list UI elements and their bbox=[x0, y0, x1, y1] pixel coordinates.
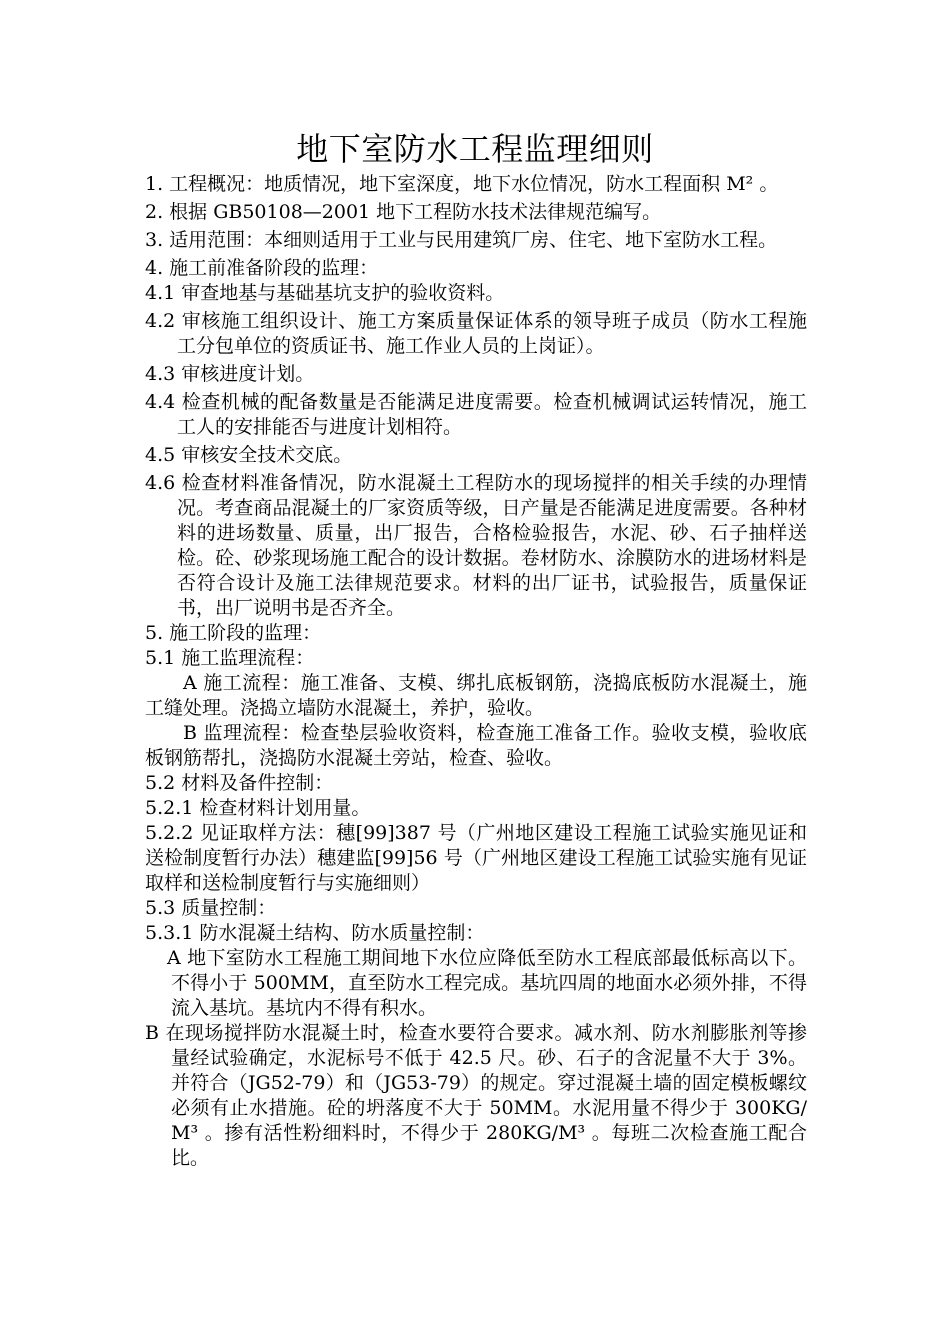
document-title: 地下室防水工程监理细则 bbox=[296, 130, 654, 168]
paragraph-1: 1. 工程概况：地质情况，地下室深度，地下水位情况，防水工程面积 M² 。 bbox=[145, 173, 779, 195]
paragraph-5-2-1: 5.2.1 检查材料计划用量。 bbox=[145, 797, 371, 819]
paragraph-5-3-1: 5.3.1 防水混凝土结构、防水质量控制： bbox=[145, 922, 485, 944]
paragraph-4-4: 4.4 检查机械的配备数量是否能满足进度需要。检查机械调试运转情况，施工工人的安排能否与进度计划相符。 bbox=[145, 391, 807, 438]
paragraph-5-1-a: A 施工流程：施工准备、支模、绑扎底板钢筋，浇捣底板防水混凝土，施工缝处理。浇捣立墙防水混凝土，养护，验收。 bbox=[145, 672, 807, 719]
paragraph-4-1: 4.1 审查地基与基础基坑支护的验收资料。 bbox=[145, 282, 505, 304]
paragraph-2: 2. 根据 GB50108—2001 地下工程防水技术法律规范编写。 bbox=[145, 201, 662, 223]
paragraph-5-3: 5.3 质量控制： bbox=[145, 897, 277, 919]
document-body bbox=[145, 172, 807, 1171]
paragraph-5-3-1-a: A 地下室防水工程施工期间地下水位应降低至防水工程底部最低标高以下。不得小于 500MM，直至防水工程完成。基坑四周的地面水必须外排，不得流入基坑。基坑内不得有积水。 bbox=[167, 947, 807, 1019]
paragraph-5-1: 5.1 施工监理流程： bbox=[145, 647, 315, 669]
paragraph-5-2-2: 5.2.2 见证取样方法：穗[99]387 号（广州地区建设工程施工试验实施见证和送检制度暂行办法）穗建监[99]56 号（广州地区建设工程施工试验实施有见证取样和送检制度暂行与实施细则） bbox=[145, 822, 807, 894]
paragraph-3: 3. 适用范围：本细则适用于工业与民用建筑厂房、住宅、地下室防水工程。 bbox=[145, 229, 778, 251]
paragraph-4: 4. 施工前准备阶段的监理： bbox=[145, 257, 379, 279]
paragraph-4-2: 4.2 审核施工组织设计、施工方案质量保证体系的领导班子成员（防水工程施工分包单位的资质证书、施工作业人员的上岗证）。 bbox=[145, 310, 807, 357]
paragraph-5-3-1-b: B 在现场搅拌防水混凝土时，检查水要符合要求。减水剂、防水剂膨胀剂等掺量经试验确定，水泥标号不低于 42.5 尺。砂、石子的含泥量不大于 3%。并符合（JG52-79）和（JG53-79）的规定。穿过混凝土墙的固定模板螺纹必须有止水措施。砼的坍落度不大于 50MM。水泥用量不得少于 300KG/M³ 。掺有活性粉细料时，不得少于 280KG/M³ 。每班二次检查施工配合比。 bbox=[145, 1022, 807, 1169]
paragraph-5-1-b: B 监理流程：检查垫层验收资料，检查施工准备工作。验收支模，验收底板钢筋帮扎，浇捣防水混凝土旁站，检查、验收。 bbox=[145, 722, 807, 769]
paragraph-5-2: 5.2 材料及备件控制： bbox=[145, 772, 334, 794]
paragraph-4-6: 4.6 检查材料准备情况，防水混凝土工程防水的现场搅拌的相关手续的办理情况。考查商品混凝土的厂家资质等级，日产量是否能满足进度需要。各种材料的进场数量、质量，出厂报告，合格检验报告，水泥、砂、石子抽样送检。砼、砂浆现场施工配合的设计数据。卷材防水、涂膜防水的进场材料是否符合设计及施工法律规范要求。材料的出厂证书，试验报告，质量保证书，出厂说明书是否齐全。 bbox=[145, 472, 807, 619]
paragraph-4-5: 4.5 审核安全技术交底。 bbox=[145, 444, 353, 466]
paragraph-5: 5. 施工阶段的监理： bbox=[145, 622, 322, 644]
paragraph-4-3: 4.3 审核进度计划。 bbox=[145, 363, 315, 385]
